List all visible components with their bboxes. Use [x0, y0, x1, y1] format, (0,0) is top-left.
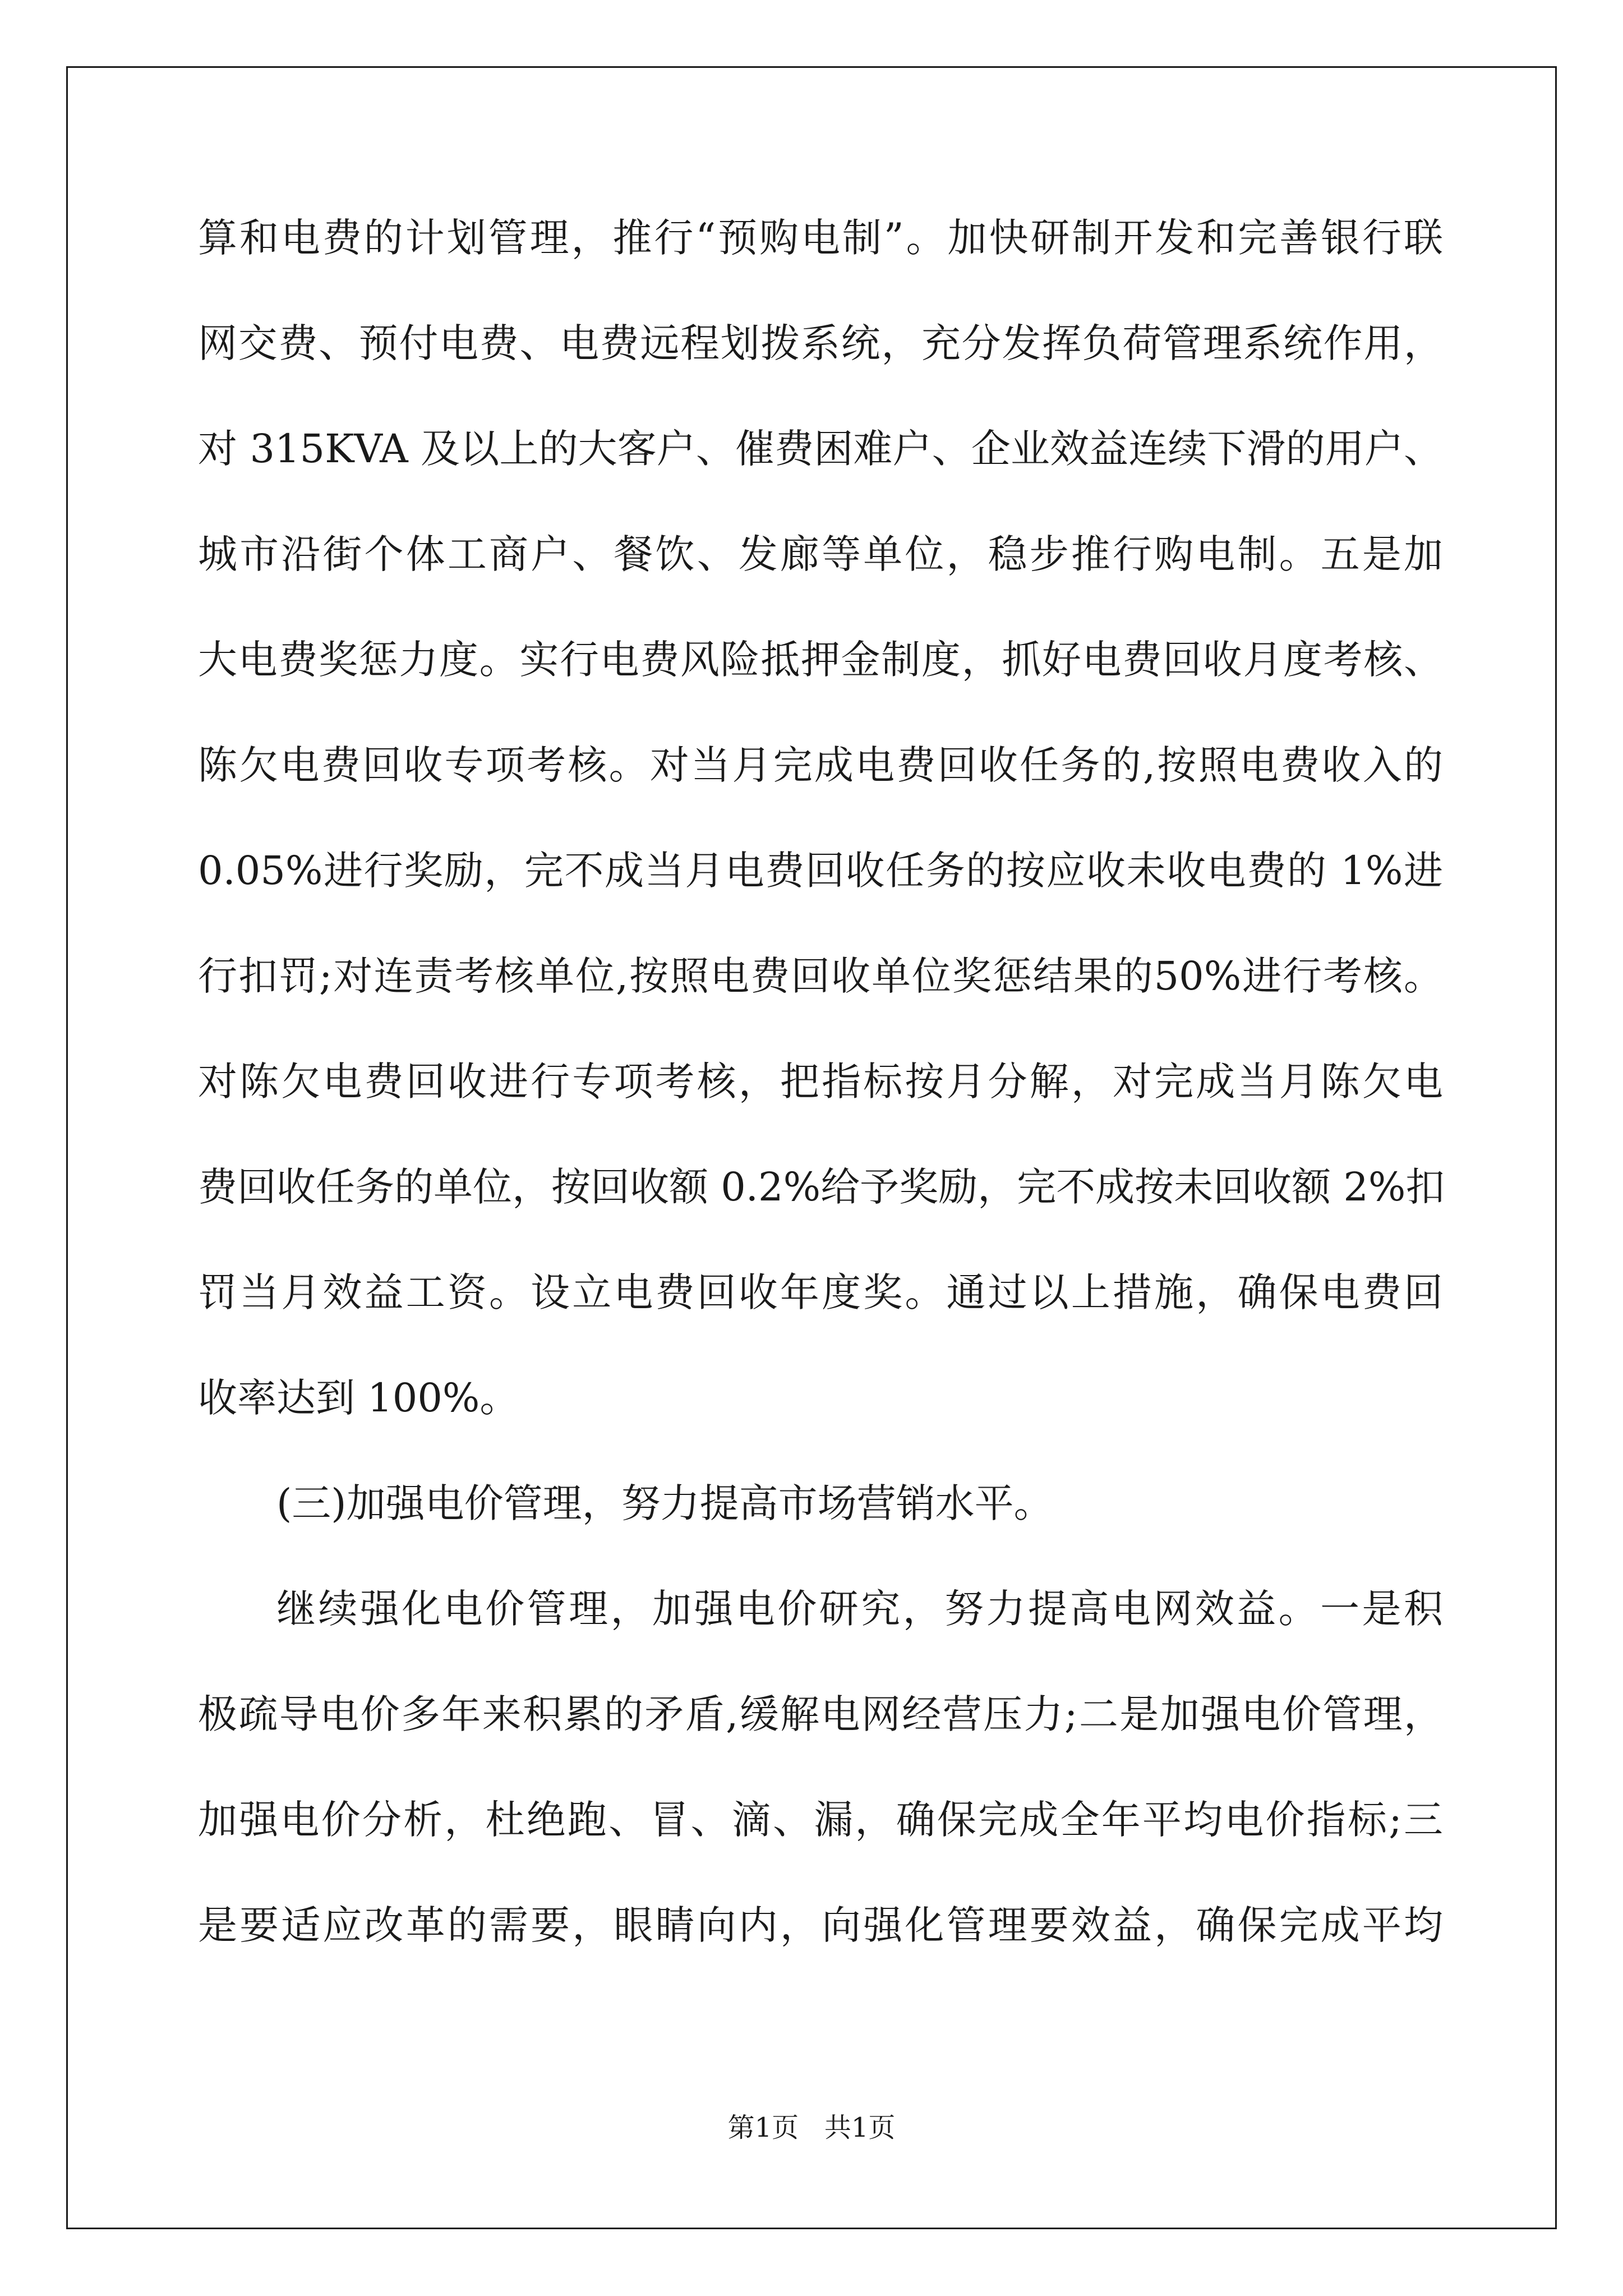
- paragraph-line: 陈欠电费回收专项考核。对当月完成电费回收任务的,按照电费收入的: [198, 742, 1443, 788]
- paragraph-line: 大电费奖惩力度。实行电费风险抵押金制度，抓好电费回收月度考核、: [198, 637, 1443, 683]
- paragraph-line: 网交费、预付电费、电费远程划拨系统，充分发挥负荷管理系统作用，: [198, 320, 1443, 366]
- page-footer: 第1页 共1页: [727, 2112, 896, 2143]
- paragraph-line: 费回收任务的单位，按回收额 0.2%给予奖励，完不成按未回收额 2%扣: [198, 1164, 1445, 1210]
- paragraph-line: 极疏导电价多年来积累的矛盾,缓解电网经营压力;二是加强电价管理，: [198, 1691, 1443, 1737]
- paragraph-line: 城市沿街个体工商户、餐饮、发廊等单位，稳步推行购电制。五是加: [198, 531, 1443, 577]
- paragraph-line: 加强电价分析，杜绝跑、冒、滴、漏，确保完成全年平均电价指标;三: [198, 1797, 1443, 1843]
- paragraph-line: 算和电费的计划管理，推行“预购电制”。加快研制开发和完善银行联: [198, 215, 1443, 261]
- paragraph-line: 对 315KVA 及以上的大客户、催费困难户、企业效益连续下滑的用户、: [198, 426, 1443, 472]
- paragraph-line-last: 收率达到 100%。: [198, 1375, 519, 1421]
- paragraph-line: 是要适应改革的需要，眼睛向内，向强化管理要效益，确保完成平均: [198, 1902, 1443, 1948]
- paragraph-line: 罚当月效益工资。设立电费回收年度奖。通过以上措施，确保电费回: [198, 1269, 1443, 1315]
- section-heading: (三)加强电价管理，努力提高市场营销水平。: [276, 1480, 1053, 1526]
- paragraph-line: 对陈欠电费回收进行专项考核，把指标按月分解，对完成当月陈欠电: [198, 1059, 1443, 1105]
- paragraph-line-first: 继续强化电价管理，加强电价研究，努力提高电网效益。一是积: [276, 1586, 1443, 1632]
- paragraph-line: 0.05%进行奖励，完不成当月电费回收任务的按应收未收电费的 1%进: [198, 848, 1443, 894]
- paragraph-line: 行扣罚;对连责考核单位,按照电费回收单位奖惩结果的50%进行考核。: [198, 953, 1443, 999]
